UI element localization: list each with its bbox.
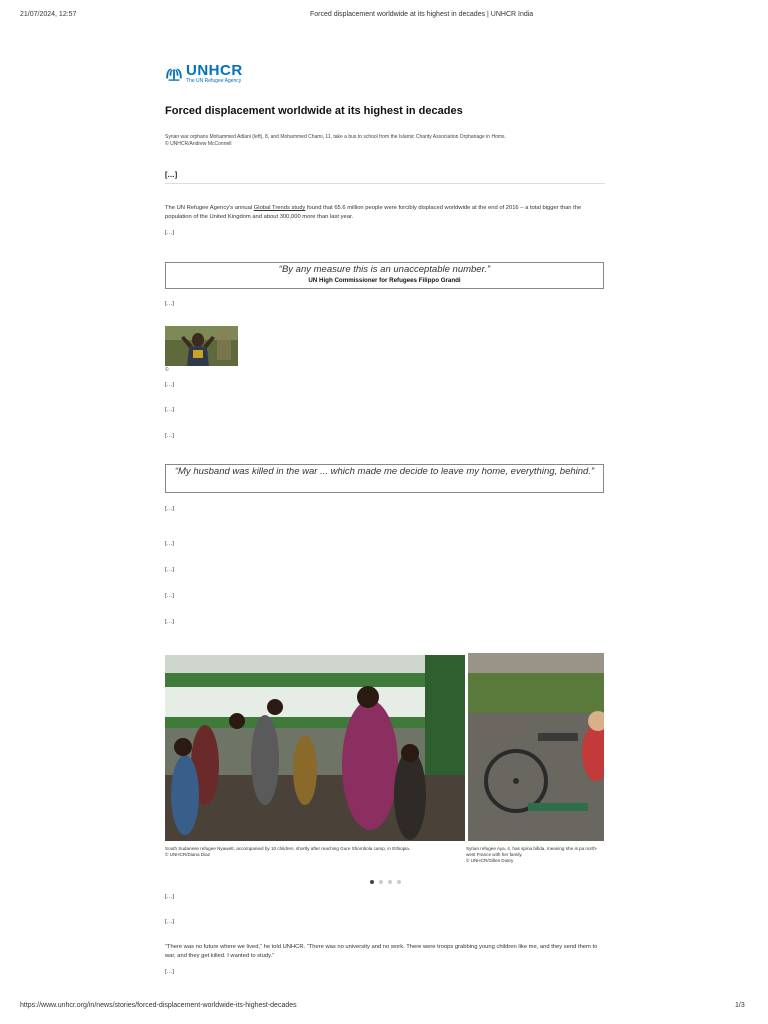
- paragraph-10: […]: [165, 593, 175, 599]
- print-datetime: 21/07/2024, 12:57: [20, 11, 77, 18]
- paragraph-6: […]: [165, 433, 175, 439]
- thumbnail-photo[interactable]: [165, 326, 238, 366]
- pull-quote-grandi: [165, 262, 604, 289]
- print-page-number: 1/3: [735, 1002, 745, 1009]
- photo-1-caption-text: South Sudanese refugee Nyawett, accompanied by 10 children, shortly after reaching Gure Shombola camp, in Ethiopia.: [165, 846, 411, 851]
- paragraph-7: […]: [165, 506, 175, 512]
- print-url: https://www.unhcr.org/in/news/stories/forced-displacement-worldwide-its-highest-decades: [20, 1002, 297, 1009]
- photo-2-caption-text: Syrian refugee Aya, 4, has spina bifida, meaning she is pa north-west France with her family.: [466, 846, 598, 857]
- gallery-dot-2[interactable]: [379, 880, 383, 884]
- paragraph-8: […]: [165, 541, 175, 547]
- hero-caption: [165, 134, 605, 148]
- gallery-pagination: [370, 880, 401, 884]
- gallery-photo-refugees-ethiopia[interactable]: [165, 655, 465, 841]
- pull-quote-nyawet: [165, 464, 604, 493]
- article-title: Forced displacement worldwide at its highest in decades: [165, 105, 463, 117]
- photo-1-credit: © UNHCR/Diana Diaz: [165, 852, 210, 857]
- article-lede: […]: [165, 170, 605, 184]
- pull-quote-2-text: “My husband was killed in the war ... which made me decide to leave my home, everything, behind.”: [174, 466, 595, 477]
- global-trends-link[interactable]: Global Trends study: [253, 205, 306, 211]
- pull-quote-text: “By any measure this is an unacceptable number.”: [278, 264, 491, 275]
- hero-caption-text: Syrian war orphans Mohammed Adlani (left), 8, and Mohammed Chami, 11, take a bus to school from the Islamic Charity Association Orphanage in Homs.: [165, 134, 506, 140]
- paragraph-5: […]: [165, 407, 175, 413]
- photo-2-credit: © UNHCR/Gilles Dutey: [466, 858, 514, 863]
- paragraph-11: […]: [165, 619, 175, 625]
- paragraph-4: […]: [165, 382, 175, 388]
- gallery-photo-syrian-girl[interactable]: [468, 653, 604, 841]
- paragraph-14: “There was no future where we lived,” he told UNHCR. “There was no university and no work. There were troops grabbing young children like me, and they send them to war, and they get killed. I wanted to study.”: [165, 944, 598, 959]
- unhcr-logo[interactable]: [165, 64, 243, 84]
- gallery-photo-2-image: [468, 653, 604, 841]
- gallery-dot-4[interactable]: [397, 880, 401, 884]
- logo-tagline: The UN Refugee Agency: [186, 78, 242, 84]
- print-page-title: Forced displacement worldwide at its highest in decades | UNHCR India: [310, 11, 534, 18]
- paragraph-3: […]: [165, 301, 175, 307]
- unhcr-emblem-icon: [165, 65, 183, 83]
- gallery-photo-1-image: [165, 655, 465, 841]
- pull-quote-attribution: UN High Commissioner for Refugees Filippo Grandi: [308, 277, 461, 284]
- p1-text-after: found that 65.6 million people were forcibly displaced worldwide at the end of 2016 – a total bigger than the population of the United Kingdom and about 300,000 more than last year.: [165, 205, 582, 220]
- hero-credit: © UNHCR/Andrew McConnell: [165, 141, 232, 147]
- paragraph-1: [165, 204, 605, 221]
- paragraph-12: […]: [165, 894, 175, 900]
- photo-2-caption: [466, 846, 604, 864]
- paragraph-13: […]: [165, 919, 175, 925]
- paragraph-9: […]: [165, 567, 175, 573]
- photo-1-caption: [165, 846, 465, 858]
- paragraph-15: […]: [165, 969, 175, 975]
- logo-name: UNHCR: [186, 62, 243, 79]
- p1-text-before: The UN Refugee Agency's annual: [165, 205, 254, 211]
- gallery-dot-3[interactable]: [388, 880, 392, 884]
- paragraph-2: […]: [165, 230, 175, 236]
- gallery-dot-1[interactable]: [370, 880, 374, 884]
- thumbnail-credit: ©: [165, 367, 169, 373]
- thumbnail-photo-image: [165, 326, 238, 366]
